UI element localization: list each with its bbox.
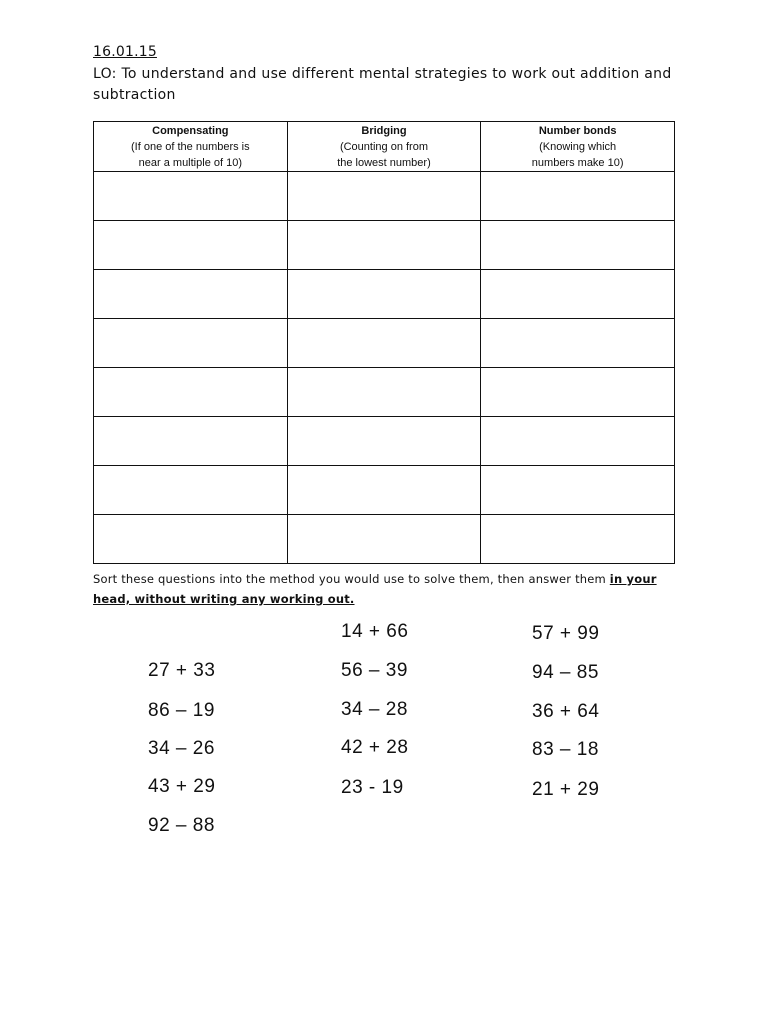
table-cell[interactable] <box>287 417 481 466</box>
table-cell[interactable] <box>481 319 675 368</box>
table-row <box>94 417 675 466</box>
table-cell[interactable] <box>481 172 675 221</box>
column-subtitle: near a multiple of 10) <box>138 157 242 169</box>
table-cell[interactable] <box>287 515 481 564</box>
table-row <box>94 368 675 417</box>
question-item: 57 + 99 <box>532 623 600 644</box>
question-item: 92 – 88 <box>148 815 215 836</box>
question-item: 42 + 28 <box>341 737 409 758</box>
question-item: 56 – 39 <box>341 660 408 681</box>
worksheet-date: 16.01.15 <box>93 44 157 60</box>
question-item: 34 – 26 <box>148 738 215 759</box>
column-subtitle: numbers make 10) <box>531 157 624 169</box>
column-header-compensating <box>94 122 288 172</box>
instructions-text: Sort these questions into the method you would use to solve them, then answer them <box>93 572 610 586</box>
table-cell[interactable] <box>94 221 288 270</box>
question-item: 27 + 33 <box>148 660 216 681</box>
question-item: 36 + 64 <box>532 701 600 722</box>
table-cell[interactable] <box>94 319 288 368</box>
column-title: Compensating <box>152 125 229 137</box>
column-title: Number bonds <box>538 125 617 137</box>
column-title: Bridging <box>361 125 407 137</box>
table-cell[interactable] <box>287 270 481 319</box>
table-header-row <box>94 122 675 172</box>
question-item: 34 – 28 <box>341 699 408 720</box>
instructions-emphasis: in your head, without writing any working out. <box>93 572 657 606</box>
table-row <box>94 515 675 564</box>
table-cell[interactable] <box>287 319 481 368</box>
table-cell[interactable] <box>287 221 481 270</box>
table-cell[interactable] <box>481 417 675 466</box>
question-item: 86 – 19 <box>148 700 215 721</box>
question-item: 21 + 29 <box>532 779 600 800</box>
table-row <box>94 319 675 368</box>
table-cell[interactable] <box>481 221 675 270</box>
instructions <box>93 569 678 609</box>
table-cell[interactable] <box>94 417 288 466</box>
column-subtitle: (If one of the numbers is <box>131 141 250 153</box>
question-item: 83 – 18 <box>532 739 599 760</box>
question-item: 94 – 85 <box>532 662 599 683</box>
table-row <box>94 172 675 221</box>
column-header-number-bonds <box>481 122 675 172</box>
table-cell[interactable] <box>481 466 675 515</box>
table-cell[interactable] <box>287 466 481 515</box>
strategy-table <box>93 121 675 564</box>
question-item: 43 + 29 <box>148 776 216 797</box>
table-cell[interactable] <box>94 172 288 221</box>
column-subtitle: the lowest number) <box>337 157 431 169</box>
table-cell[interactable] <box>287 368 481 417</box>
table-row <box>94 221 675 270</box>
table-row <box>94 270 675 319</box>
learning-objective <box>93 64 683 106</box>
table-cell[interactable] <box>481 270 675 319</box>
table-cell[interactable] <box>481 515 675 564</box>
question-item: 23 - 19 <box>341 777 404 798</box>
table-cell[interactable] <box>287 172 481 221</box>
lo-text: To understand and use different mental strategies to work out addition and subtraction <box>93 66 672 103</box>
column-header-bridging <box>287 122 481 172</box>
lo-label: LO: <box>93 66 117 82</box>
column-subtitle: (Knowing which <box>539 141 617 153</box>
table-cell[interactable] <box>94 515 288 564</box>
column-subtitle: (Counting on from <box>339 141 428 153</box>
table-cell[interactable] <box>94 368 288 417</box>
table-cell[interactable] <box>481 368 675 417</box>
table-cell[interactable] <box>94 270 288 319</box>
table-cell[interactable] <box>94 466 288 515</box>
question-item: 14 + 66 <box>341 621 409 642</box>
table-row <box>94 466 675 515</box>
